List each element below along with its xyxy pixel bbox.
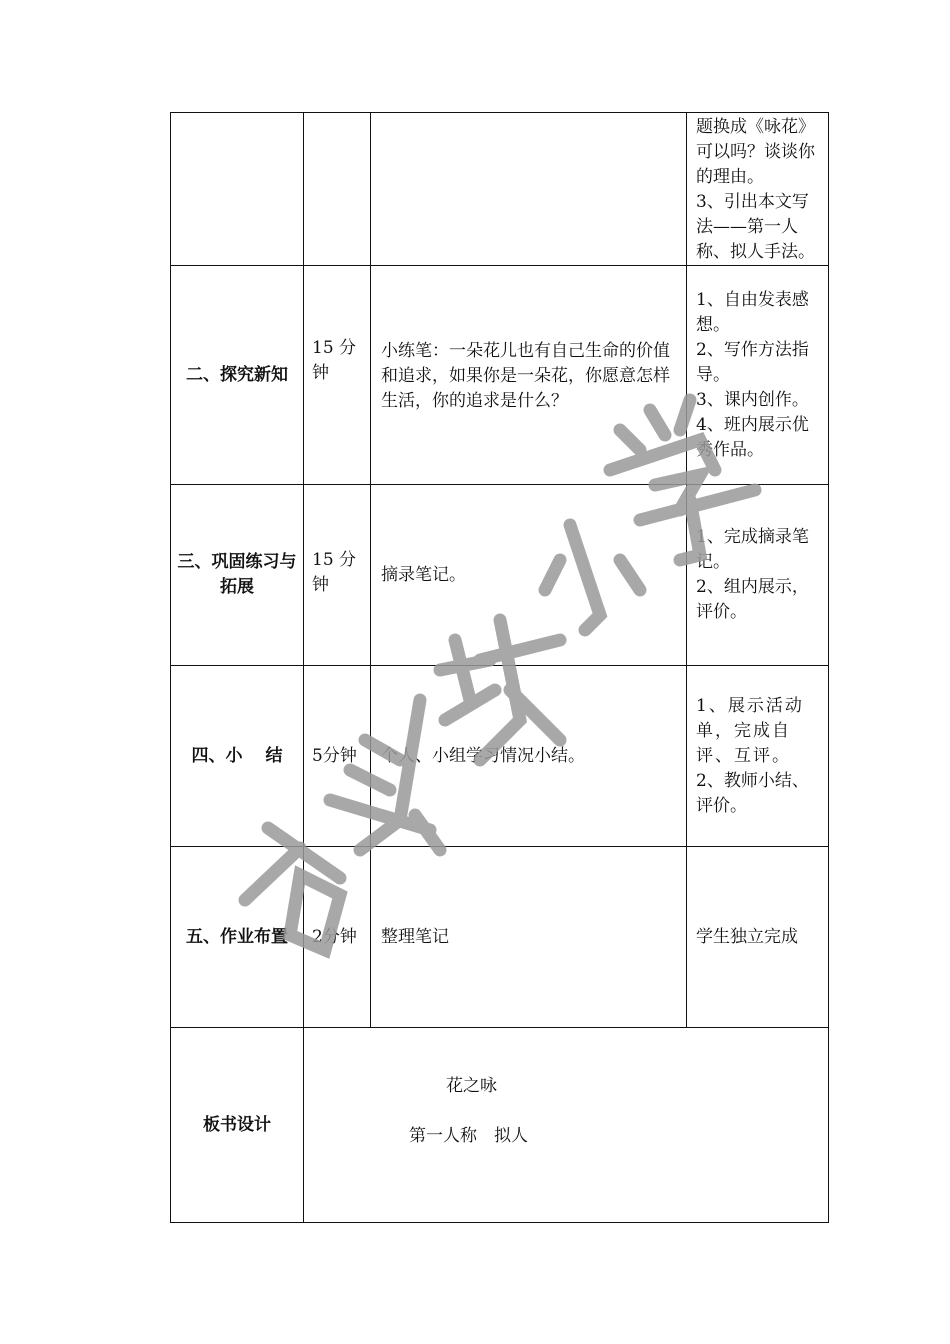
board-subtitle: 第一人称 拟人: [409, 1126, 528, 1146]
table-row: [171, 485, 829, 666]
board-title: 花之咏: [446, 1076, 497, 1096]
board-label: 板书设计: [171, 1028, 304, 1223]
table-row: [171, 1028, 829, 1223]
activity-cell: [687, 666, 829, 847]
activity-line: 2、写作方法指导。: [696, 340, 809, 385]
content-cell: 个人、小组学习情况小结。: [371, 666, 687, 847]
activity-line: 1、自由发表感想。: [696, 290, 809, 335]
activity-line: 学生独立完成: [696, 926, 798, 947]
time-cell: 2分钟: [304, 847, 371, 1028]
activity-line: 3、课内创作。: [696, 390, 809, 410]
stage-cell: 三、巩固练习与拓展: [171, 485, 304, 666]
stage-cell: 五、作业布置: [171, 847, 304, 1028]
activity-line: 2、教师小结、评价。: [696, 771, 809, 816]
stage-cell: 四、小 结: [171, 666, 304, 847]
board-cell: [304, 1028, 829, 1223]
activity-line: 3、引出本文写法——第一人称、拟人手法。: [696, 192, 815, 262]
activity-line: 2、组内展示，评价。: [696, 577, 809, 622]
stage-cell: 二、探究新知: [171, 266, 304, 485]
content-cell: 小练笔：一朵花儿也有自己生命的价值和追求，如果你是一朵花，你愿意怎样生活，你的追求是什么？: [371, 266, 687, 485]
lesson-plan-table: [170, 112, 829, 1223]
table-row: [171, 266, 829, 485]
activity-cell: [687, 266, 829, 485]
time-cell: 15 分钟: [304, 266, 371, 485]
activity-cell: [687, 847, 829, 1028]
table-row: [171, 847, 829, 1028]
content-cell: [371, 113, 687, 266]
table-row: [171, 666, 829, 847]
activity-line: 4、班内展示优秀作品。: [696, 415, 809, 460]
activity-cell: [687, 113, 829, 266]
time-cell: 5分钟: [304, 666, 371, 847]
table-row: [171, 113, 829, 266]
activity-line: 1、完成摘录笔记。: [696, 527, 809, 572]
stage-cell: [171, 113, 304, 266]
time-cell: [304, 113, 371, 266]
content-cell: 整理笔记: [371, 847, 687, 1028]
time-cell: 15 分钟: [304, 485, 371, 666]
activity-line: 题换成《咏花》可以吗？谈谈你的理由。: [696, 117, 815, 187]
activity-cell: [687, 485, 829, 666]
activity-line: 1、展示活动单，完成自评、互评。: [696, 696, 804, 766]
content-cell: 摘录笔记。: [371, 485, 687, 666]
